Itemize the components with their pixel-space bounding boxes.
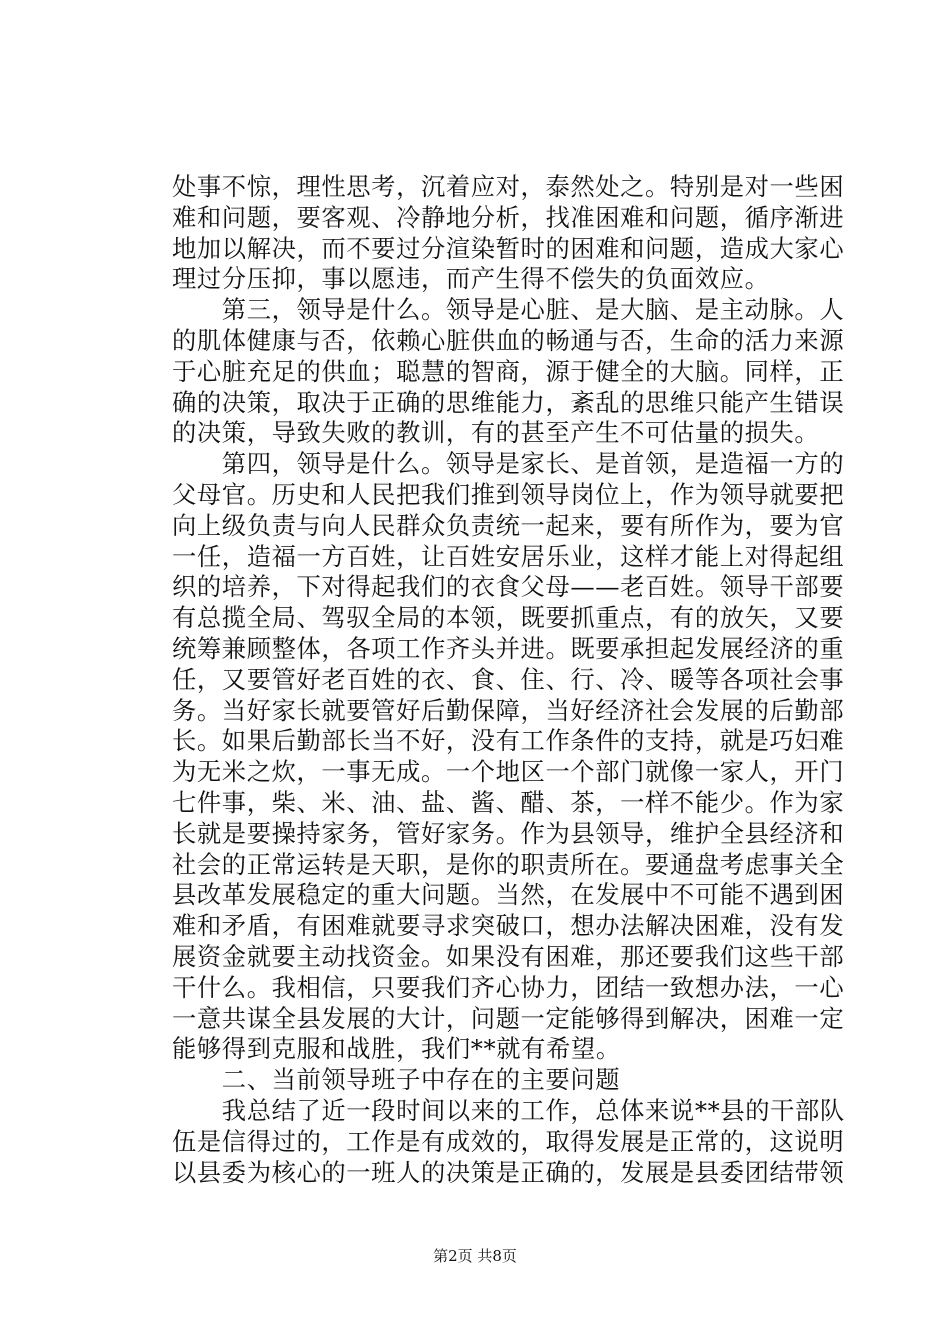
text-line: 难和矛盾，有困难就要寻求突破口，想办法解决困难，没有发: [172, 911, 845, 941]
text-line: 地加以解决，而不要过分渲染暂时的困难和问题，造成大家心: [172, 233, 845, 263]
text-line: 长就是要操持家务，管好家务。作为县领导，维护全县经济和: [172, 818, 845, 848]
text-line: 二、当前领导班子中存在的主要问题: [172, 1065, 621, 1095]
text-line: 向上级负责与向人民群众负责统一起来，要有所作为，要为官: [172, 510, 845, 540]
text-line: 父母官。历史和人民把我们推到领导岗位上，作为领导就要把: [172, 479, 845, 509]
text-line: 伍是信得过的，工作是有成效的，取得发展是正常的，这说明: [172, 1126, 845, 1156]
page-footer: 第2页 共8页: [433, 1247, 517, 1265]
text-line: 织的培养，下对得起我们的衣食父母——老百姓。领导干部要: [172, 572, 845, 602]
text-line: 为无米之炊，一事无成。一个地区一个部门就像一家人，开门: [172, 757, 845, 787]
text-line: 于心脏充足的供血；聪慧的智商，源于健全的大脑。同样，正: [172, 356, 845, 386]
text-line: 长。如果后勤部长当不好，没有工作条件的支持，就是巧妇难: [172, 726, 845, 756]
text-line: 统筹兼顾整体，各项工作齐头并进。既要承担起发展经济的重: [172, 633, 845, 663]
text-line: 任，又要管好老百姓的衣、食、住、行、冷、暖等各项社会事: [172, 664, 845, 694]
text-line: 第三，领导是什么。领导是心脏、是大脑、是主动脉。人: [172, 295, 845, 325]
text-line: 理过分压抑，事以愿违，而产生得不偿失的负面效应。: [172, 264, 770, 294]
text-line: 干什么。我相信，只要我们齐心协力，团结一致想办法，一心: [172, 972, 845, 1002]
text-line: 能够得到克服和战胜，我们**就有希望。: [172, 1034, 621, 1064]
text-line: 的肌体健康与否，依赖心脏供血的畅通与否，生命的活力来源: [172, 325, 845, 355]
text-line: 有总揽全局、驾驭全局的本领，既要抓重点，有的放矢，又要: [172, 603, 845, 633]
text-line: 确的决策，取决于正确的思维能力，紊乱的思维只能产生错误: [172, 387, 845, 417]
text-line: 一意共谋全县发展的大计，问题一定能够得到解决，困难一定: [172, 1003, 845, 1033]
text-line: 展资金就要主动找资金。如果没有困难，那还要我们这些干部: [172, 941, 845, 971]
text-line: 以县委为核心的一班人的决策是正确的，发展是县委团结带领: [172, 1157, 845, 1187]
text-line: 我总结了近一段时间以来的工作，总体来说**县的干部队: [172, 1095, 845, 1125]
text-line: 七件事，柴、米、油、盐、酱、醋、茶，一样不能少。作为家: [172, 787, 845, 817]
text-line: 处事不惊，理性思考，沉着应对，泰然处之。特别是对一些困: [172, 172, 845, 201]
text-line: 务。当好家长就要管好后勤保障，当好经济社会发展的后勤部: [172, 695, 845, 725]
text-line: 一任，造福一方百姓，让百姓安居乐业，这样才能上对得起组: [172, 541, 845, 571]
text-line: 第四，领导是什么。领导是家长、是首领，是造福一方的: [172, 449, 845, 479]
text-line: 的决策，导致失败的教训，有的甚至产生不可估量的损失。: [172, 418, 820, 448]
text-line: 县改革发展稳定的重大问题。当然，在发展中不可能不遇到困: [172, 880, 845, 910]
text-line: 难和问题，要客观、冷静地分析，找准困难和问题，循序渐进: [172, 202, 845, 232]
text-line: 社会的正常运转是天职，是你的职责所在。要通盘考虑事关全: [172, 849, 845, 879]
document-body: [172, 172, 845, 1188]
